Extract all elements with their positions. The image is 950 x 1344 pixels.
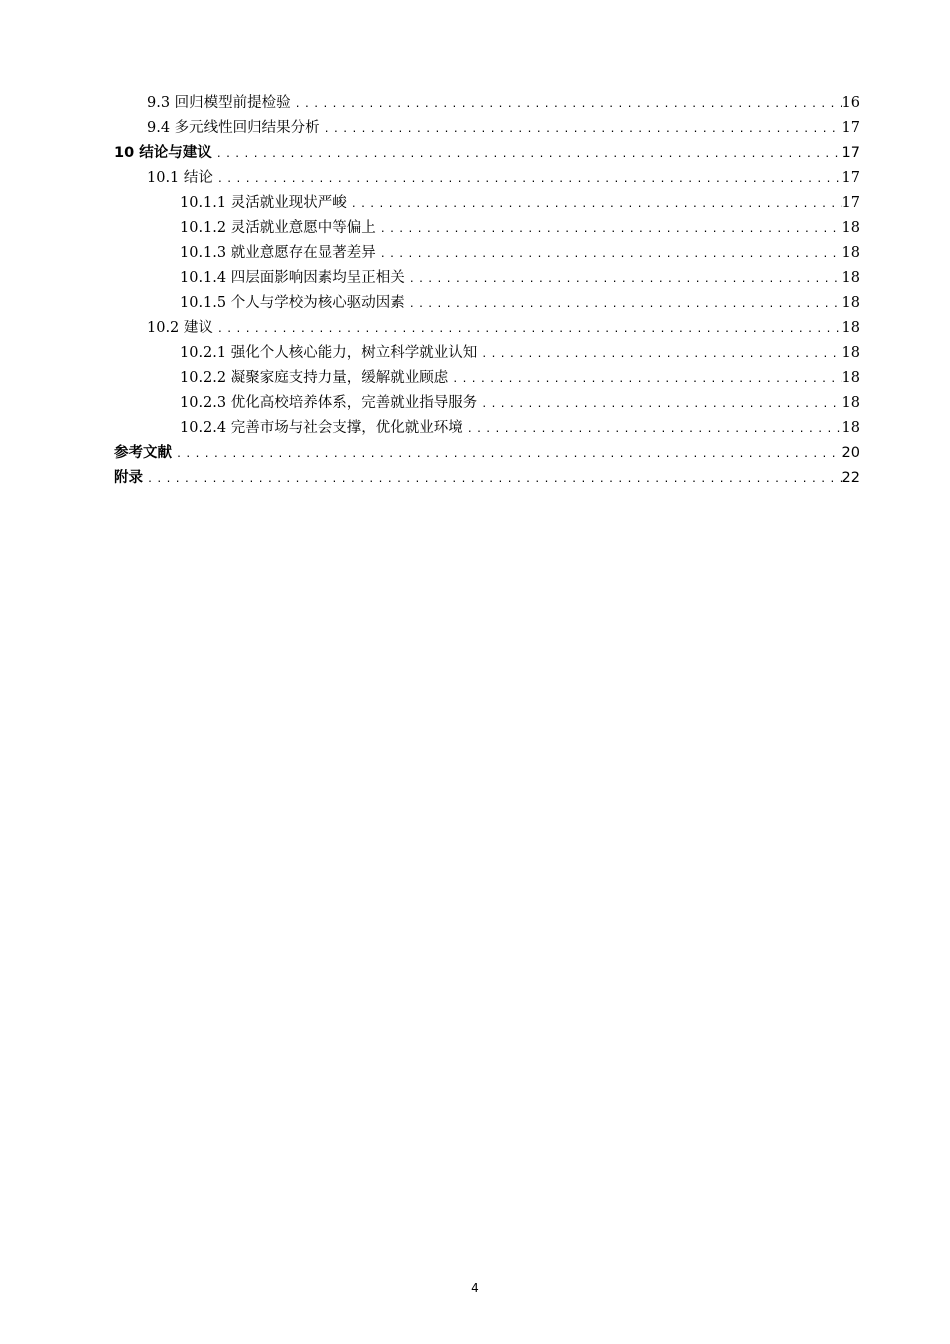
toc-entry-page: 18 <box>841 320 860 336</box>
toc-entry[interactable] <box>114 391 860 416</box>
toc-entry[interactable] <box>114 366 860 391</box>
toc-entry-title: 10.2.2 凝聚家庭支持力量，缓解就业顾虑 <box>180 370 449 386</box>
toc-entry-page: 17 <box>841 195 860 211</box>
toc-entry-title: 10.1.2 灵活就业意愿中等偏上 <box>180 220 376 236</box>
toc-entry-title: 10.1.4 四层面影响因素均呈正相关 <box>180 270 405 286</box>
table-of-contents <box>114 91 860 491</box>
page-number: 4 <box>471 1281 479 1295</box>
toc-entry[interactable] <box>114 466 860 491</box>
toc-entry-page: 18 <box>841 370 860 386</box>
toc-entry[interactable] <box>114 216 860 241</box>
toc-entry-title: 10.2.4 完善市场与社会支撑，优化就业环境 <box>180 420 463 436</box>
toc-entry-page: 22 <box>841 470 860 486</box>
toc-dot-leader <box>293 92 842 117</box>
toc-entry[interactable] <box>114 141 860 166</box>
toc-entry-title: 10.2 建议 <box>147 320 213 336</box>
toc-entry[interactable] <box>114 91 860 116</box>
toc-entry-page: 18 <box>841 270 860 286</box>
toc-entry-title: 10.2.3 优化高校培养体系，完善就业指导服务 <box>180 395 478 411</box>
toc-entry[interactable] <box>114 191 860 216</box>
toc-entry[interactable] <box>114 341 860 366</box>
toc-entry[interactable] <box>114 166 860 191</box>
toc-entry-title: 10.1.3 就业意愿存在显著差异 <box>180 245 376 261</box>
toc-entry-page: 16 <box>841 95 860 111</box>
toc-entry[interactable] <box>114 291 860 316</box>
toc-dot-leader <box>407 292 842 317</box>
toc-entry-page: 17 <box>841 145 860 161</box>
toc-entry-title: 9.4 多元线性回归结果分析 <box>147 120 320 136</box>
toc-entry-page: 20 <box>841 445 860 461</box>
toc-dot-leader <box>214 142 842 167</box>
toc-entry-title: 10.2.1 强化个人核心能力，树立科学就业认知 <box>180 345 478 361</box>
toc-entry-title: 10 结论与建议 <box>114 145 212 161</box>
toc-entry-page: 17 <box>841 170 860 186</box>
toc-dot-leader <box>450 367 841 392</box>
toc-entry-page: 18 <box>841 220 860 236</box>
toc-dot-leader <box>378 217 842 242</box>
toc-entry[interactable] <box>114 316 860 341</box>
toc-dot-leader <box>479 342 841 367</box>
toc-entry-page: 18 <box>841 295 860 311</box>
toc-dot-leader <box>465 417 842 442</box>
toc-dot-leader <box>215 317 842 342</box>
toc-entry-title: 9.3 回归模型前提检验 <box>147 95 291 111</box>
toc-entry-page: 18 <box>841 395 860 411</box>
toc-entry[interactable] <box>114 241 860 266</box>
toc-entry-page: 17 <box>841 120 860 136</box>
toc-dot-leader <box>378 242 842 267</box>
toc-entry-page: 18 <box>841 345 860 361</box>
toc-entry[interactable] <box>114 441 860 466</box>
toc-dot-leader <box>322 117 842 142</box>
toc-entry[interactable] <box>114 116 860 141</box>
toc-dot-leader <box>215 167 842 192</box>
toc-dot-leader <box>174 442 842 467</box>
toc-entry[interactable] <box>114 416 860 441</box>
toc-entry-title: 10.1 结论 <box>147 170 213 186</box>
toc-entry-page: 18 <box>841 245 860 261</box>
toc-dot-leader <box>349 192 842 217</box>
toc-dot-leader <box>479 392 841 417</box>
toc-entry[interactable] <box>114 266 860 291</box>
toc-entry-title: 10.1.5 个人与学校为核心驱动因素 <box>180 295 405 311</box>
toc-entry-title: 参考文献 <box>114 445 172 461</box>
toc-entry-title: 10.1.1 灵活就业现状严峻 <box>180 195 347 211</box>
toc-entry-title: 附录 <box>114 470 143 486</box>
toc-dot-leader <box>407 267 842 292</box>
toc-dot-leader <box>145 467 842 492</box>
toc-entry-page: 18 <box>841 420 860 436</box>
